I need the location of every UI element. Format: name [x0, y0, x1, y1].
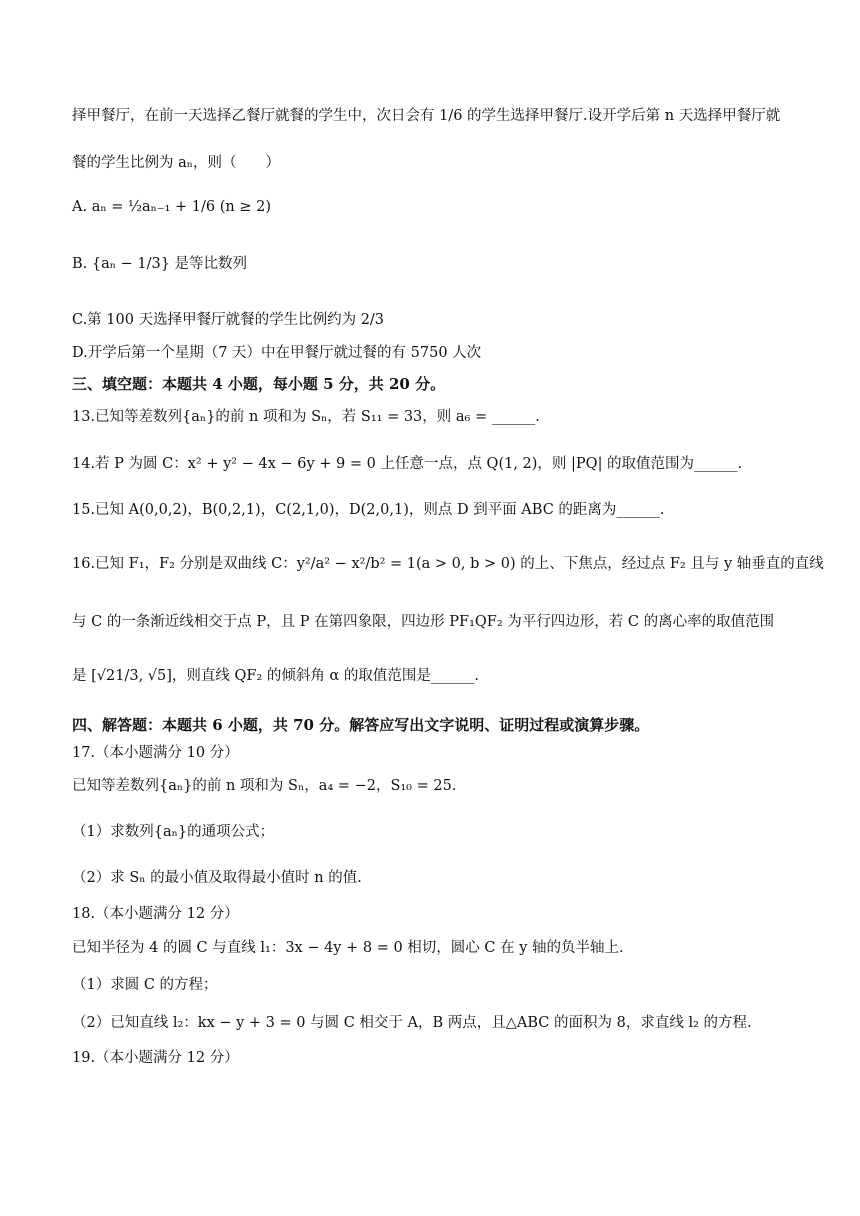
option-d: D.开学后第一个星期（7 天）中在甲餐厅就过餐的有 5750 人次 [72, 345, 482, 361]
problem-16-line-1: 16.已知 F₁，F₂ 分别是双曲线 C：y²/a² − x²/b² = 1(a > 0, b > 0) 的上、下焦点，经过点 F₂ 且与 y 轴垂直的直线 [72, 556, 824, 572]
problem-13: 13.已知等差数列{aₙ}的前 n 项和为 Sₙ，若 S₁₁ = 33，则 a₆ = ______. [72, 409, 540, 425]
section-4-heading: 四、解答题：本题共 6 小题，共 70 分。解答应写出文字说明、证明过程或演算步骤。 [72, 716, 650, 734]
option-a: A. aₙ = ½aₙ₋₁ + 1/6 (n ≥ 2) [72, 199, 271, 215]
problem-17-header: 17.（本小题满分 10 分） [72, 745, 239, 761]
option-c: C.第 100 天选择甲餐厅就餐的学生比例约为 2/3 [72, 312, 385, 328]
problem-16-line-2: 与 C 的一条渐近线相交于点 P，且 P 在第四象限，四边形 PF₁QF₂ 为平行四边形，若 C 的离心率的取值范围 [72, 614, 775, 630]
problem-16-line-3: 是 [√21/3, √5]，则直线 QF₂ 的倾斜角 α 的取值范围是______. [72, 668, 480, 684]
problem-18-header: 18.（本小题满分 12 分） [72, 906, 239, 922]
problem-12-text-line-1: 择甲餐厅，在前一天选择乙餐厅就餐的学生中，次日会有 1/6 的学生选择甲餐厅.设开学后第 n 天选择甲餐厅就 [72, 108, 781, 124]
section-3-heading: 三、填空题：本题共 4 小题，每小题 5 分，共 20 分。 [72, 375, 446, 393]
option-b: B. {aₙ − 1/3} 是等比数列 [72, 256, 248, 272]
problem-19-header: 19.（本小题满分 12 分） [72, 1050, 239, 1066]
problem-14: 14.若 P 为圆 C：x² + y² − 4x − 6y + 9 = 0 上任意一点，点 Q(1, 2)，则 |PQ| 的取值范围为______. [72, 456, 743, 472]
problem-12-text-line-2: 餐的学生比例为 aₙ，则（ ） [72, 155, 281, 171]
problem-17-part-1: （1）求数列{aₙ}的通项公式； [72, 824, 275, 840]
problem-18-text: 已知半径为 4 的圆 C 与直线 l₁：3x − 4y + 8 = 0 相切，圆心 C 在 y 轴的负半轴上. [72, 940, 624, 956]
problem-17-part-2: （2）求 Sₙ 的最小值及取得最小值时 n 的值. [72, 870, 362, 886]
problem-18-part-1: （1）求圆 C 的方程； [72, 977, 218, 993]
problem-15: 15.已知 A(0,0,2)，B(0,2,1)，C(2,1,0)，D(2,0,1)，则点 D 到平面 ABC 的距离为______. [72, 502, 665, 518]
problem-18-part-2: （2）已知直线 l₂：kx − y + 3 = 0 与圆 C 相交于 A，B 两点，且△ABC 的面积为 8，求直线 l₂ 的方程. [72, 1015, 752, 1031]
problem-17-text: 已知等差数列{aₙ}的前 n 项和为 Sₙ，a₄ = −2，S₁₀ = 25. [72, 778, 457, 794]
